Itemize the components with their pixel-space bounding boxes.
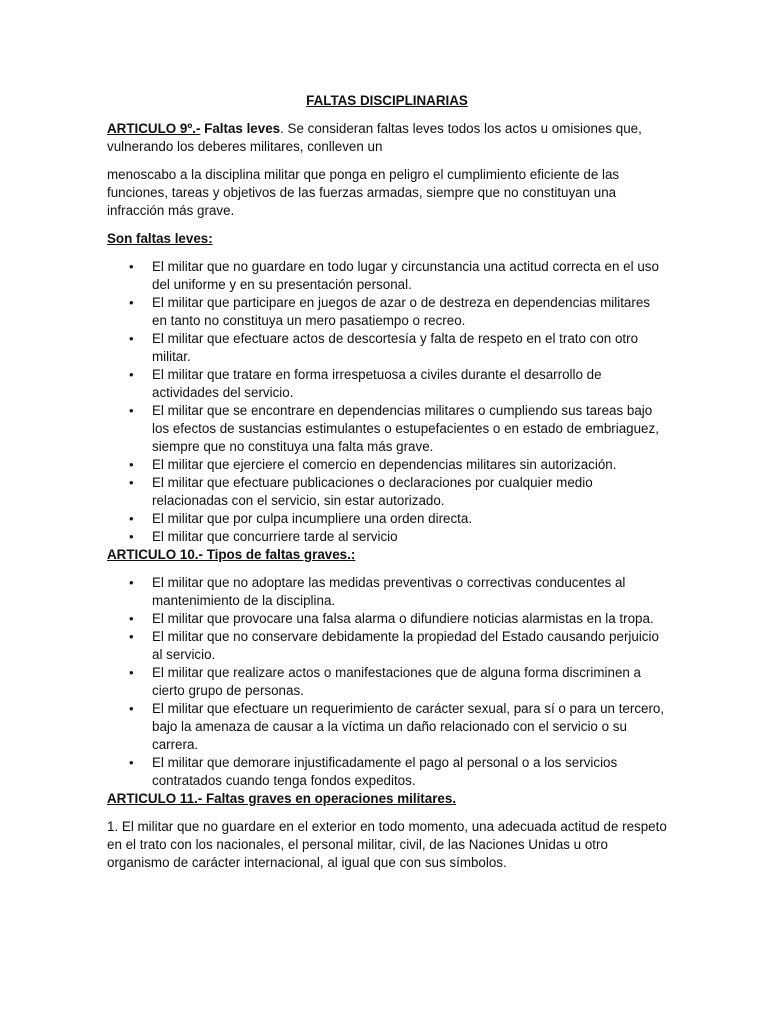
bullet-icon: •	[129, 611, 134, 626]
list-item: • El militar que participare en juegos de azar o de destreza en dependencias militares en tanto no constituya un mero pasatiempo o recreo.	[129, 295, 650, 328]
bullet-icon: •	[129, 403, 134, 418]
bullet-icon: •	[129, 529, 134, 544]
document-title: FALTAS DISCIPLINARIAS	[306, 93, 468, 108]
bullet-icon: •	[129, 457, 134, 472]
bullet-icon: •	[129, 295, 134, 310]
list-item: • El militar que no guardare en todo lugar y circunstancia una actitud correcta en el uso del uniforme y en su presentación personal.	[129, 259, 659, 292]
bullet-icon: •	[129, 367, 134, 382]
bullet-icon: •	[129, 475, 134, 490]
list-item: • El militar que provocare una falsa alarma o difundiere noticias alarmistas en la tropa.	[129, 611, 654, 626]
art9-list-heading: Son faltas leves:	[107, 231, 213, 246]
bullet-icon: •	[129, 755, 134, 770]
art11-paragraph-1: 1. El militar que no guardare en el exterior en todo momento, una adecuada actitud de respeto en el trato con los nacionales, el personal militar, civil, de las Naciones Unidas u otro organismo de carácter internacional, al igual que con sus símbolos.	[107, 819, 667, 870]
art9-continuation-paragraph: menoscabo a la disciplina militar que ponga en peligro el cumplimiento eficiente de las funciones, tareas y objetivos de las fuerzas armadas, siempre que no constituyan una infracción más grave.	[107, 167, 620, 218]
art9-label: ARTICULO 9º.-	[107, 121, 201, 136]
list-item: • El militar que ejerciere el comercio en dependencias militares sin autorización.	[129, 457, 617, 472]
bullet-icon: •	[129, 331, 134, 346]
bullet-icon: •	[129, 629, 134, 644]
list-item: • El militar que concurriere tarde al servicio	[129, 529, 398, 544]
art9-intro-paragraph	[107, 120, 667, 156]
document-page	[107, 92, 667, 872]
art10-list	[107, 574, 667, 790]
bullet-icon: •	[129, 665, 134, 680]
bullet-icon: •	[129, 259, 134, 274]
bullet-icon: •	[129, 575, 134, 590]
list-item: • El militar que efectuare un requerimiento de carácter sexual, para sí o para un tercero, bajo la amenaza de causar a la víctima un daño relacionado con el servicio o su carrera.	[129, 701, 665, 752]
art9-list	[107, 258, 667, 546]
list-item: • El militar que tratare en forma irrespetuosa a civiles durante el desarrollo de actividades del servicio.	[129, 367, 602, 400]
art11-heading: ARTICULO 11.- Faltas graves en operaciones militares.	[107, 791, 457, 806]
list-item: • El militar que realizare actos o manifestaciones que de alguna forma discriminen a cierto grupo de personas.	[129, 665, 642, 698]
list-item: • El militar que se encontrare en dependencias militares o cumpliendo sus tareas bajo los efectos de sustancias estimulantes o estupefacientes o en estado de embriaguez, siempre que no constituya una falta más grave.	[129, 403, 659, 454]
list-item: • El militar que efectuare actos de descortesía y falta de respeto en el trato con otro militar.	[129, 331, 639, 364]
bullet-icon: •	[129, 701, 134, 716]
list-item: • El militar que no adoptare las medidas preventivas o correctivas conducentes al mantenimiento de la disciplina.	[129, 575, 626, 608]
list-item: • El militar que no conservare debidamente la propiedad del Estado causando perjuicio al servicio.	[129, 629, 659, 662]
bullet-icon: •	[129, 511, 134, 526]
list-item: • El militar que por culpa incumpliere una orden directa.	[129, 511, 473, 526]
art10-heading: ARTICULO 10.- Tipos de faltas graves.:	[107, 547, 356, 562]
list-item: • El militar que demorare injustificadamente el pago al personal o a los servicios contratados cuando tenga fondos expeditos.	[129, 755, 618, 788]
art9-name: Faltas leves	[204, 121, 281, 136]
art9-intro-text: . Se consideran faltas leves todos los actos u omisiones que, vulnerando los deberes militares, conlleven un	[107, 121, 642, 154]
list-item: • El militar que efectuare publicaciones o declaraciones por cualquier medio relacionadas con el servicio, sin estar autorizado.	[129, 475, 593, 508]
